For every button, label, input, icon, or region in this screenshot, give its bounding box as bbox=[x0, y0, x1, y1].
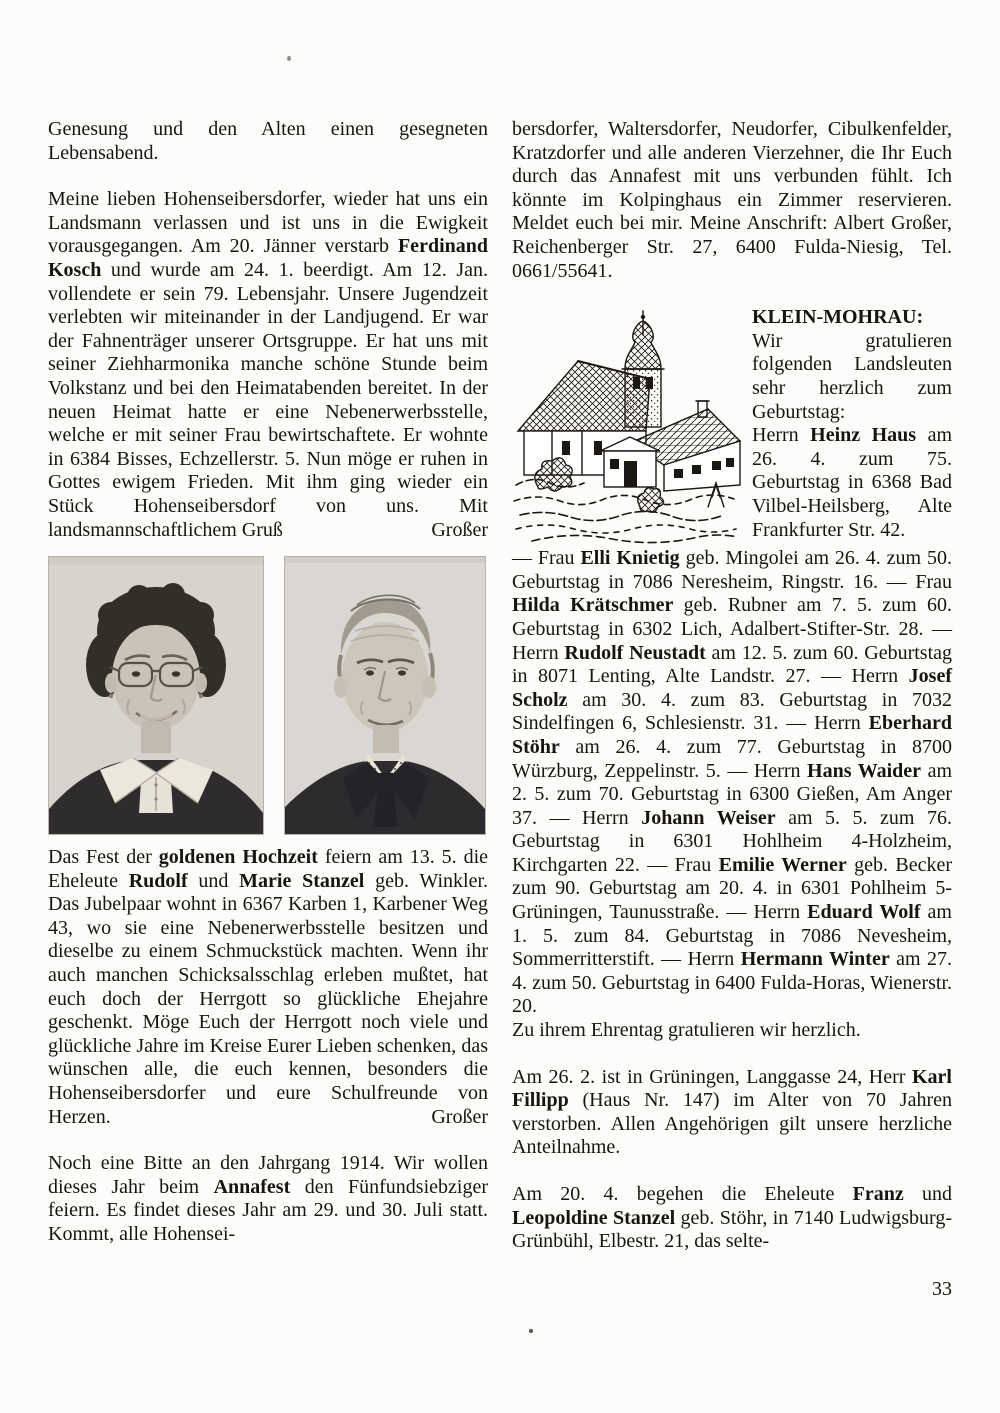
closing-blessing-paragraph bbox=[48, 118, 488, 165]
ink-speck bbox=[529, 1329, 533, 1333]
obituary-fillipp-paragraph bbox=[512, 1066, 952, 1160]
klein-mohrau-intro: Wir gratulieren folgenden Landsleuten sehr herzlich zum Geburtstag: bbox=[752, 329, 952, 423]
portrait-photo-man bbox=[284, 556, 486, 835]
left-column bbox=[48, 118, 488, 1247]
anniversary-stanzel-paragraph bbox=[512, 1183, 952, 1254]
birthday-list: — Frau Elli Knietig geb. Mingolei am 26. 4. zum 50. Geburtstag in 7086 Neresheim, Ringstr. 16. — Frau Hilda Krätschmer geb. Rubner am 7. 5. zum 60. Geburtstag in 6302 Lich, Adalbert-Stifter-Str. 28. — Herrn Rudolf Neustadt am 12. 5. zum 60. Geburtstag in 8071 Lenting, Alte Landstr. 27. — Herrn Josef Scholz am 30. 4. zum 83. Geburtstag in 7032 Sindelfingen 6, Schlesienstr. 31. — Herrn Eberhard Stöhr am 26. 4. zum 77. Geburtstag in 8700 Würzburg, Zeppelinstr. 5. — Herrn Hans Waider am 2. 5. zum 70. Geburtstag in 6300 Gießen, Am Anger 37. — Herrn Johann Weiser am 5. 5. zum 76. Geburtstag in 6301 Hohlheim 4-Holzheim, Kirchgarten 22. — Frau Emilie Werner geb. Becker zum 90. Geburtstag am 20. 4. in 6301 Pohlheim 5-Grüningen, Taunusstraße. — Herrn Eduard Wolf am 1. 5. zum 84. Geburtstag in 7086 Nevesheim, Sommerritterstift. — Herrn Hermann Winter am 27. 4. zum 50. Geburtstag in 6400 Fulda-Horas, Wienerstr. 20. bbox=[512, 547, 953, 1018]
right-column bbox=[512, 118, 952, 1301]
obituary-kosch-paragraph bbox=[48, 188, 488, 542]
signature: Großer bbox=[431, 1105, 488, 1128]
portrait-photo-woman bbox=[48, 556, 264, 835]
page-number: 33 bbox=[932, 1277, 952, 1300]
signature: Großer bbox=[431, 518, 488, 541]
portrait-photos-row bbox=[48, 556, 488, 835]
paragraph-text: Am 20. 4. begehen die Eheleute Franz und Leopoldine Stanzel geb. Stöhr, in 7140 Ludwigsburg-Grünbühl, Elbestr. 21, das selte- bbox=[512, 1183, 953, 1253]
klein-mohrau-first-entry: Herrn Heinz Haus am 26. 4. zum 75. Geburtstag in 6368 Bad Vilbel-Heilsberg, Alte Frankfurter Str. 42. bbox=[752, 424, 953, 541]
paragraph-text: Genesung und den Alten einen gesegneten Lebensabend. bbox=[48, 118, 488, 164]
golden-wedding-paragraph bbox=[48, 846, 488, 1129]
church-illustration bbox=[512, 309, 742, 545]
paragraph-text: Meine lieben Hohenseibersdorfer, wieder hat uns ein Landsmann verlassen und ist uns in die Ewigkeit vorausgegangen. Am 20. Jänner verstarb Ferdinand Kosch und wurde am 24. 1. beerdigt. Am 12. Jan. vollendete er sein 79. Lebensjahr. Unsere Jugendzeit verlebten wir miteinander in der Landjugend. Er war der Fahnenträger unserer Ortsgruppe. Er hat uns mit seiner Ziehharmonika manche schöne Stunde beim Volkstanz und bei den Heimatabenden bereitet. In der neuen Heimat hatte er eine Nebenerwerbsstelle, welche er mit seiner Frau bewirtschaftete. Er wohnte in 6384 Bisses, Echzellerstr. 5. Nun möge er ruhen in Gottes ewigem Frieden. Mit ihm ging wieder ein Stück Hohenseibersdorf von uns. Mit landsmannschaftlichem Gruß bbox=[48, 188, 488, 541]
paragraph-text: bersdorfer, Waltersdorfer, Neudorfer, Cibulkenfelder, Kratzdorfer und alle anderen Vierzehner, die Ihr Euch durch das Annafest mit uns verbunden fühlt. Ich könnte im Kolpinghaus ein Zimmer reservieren. Meldet euch bei mir. Meine Anschrift: Albert Großer, Reichenberger Str. 27, 6400 Fulda-Niesig, Tel. 0661/55641. bbox=[512, 118, 952, 282]
paragraph-text: Das Fest der goldenen Hochzeit feiern am 13. 5. die Eheleute Rudolf und Marie Stanzel geb. Winkler. Das Jubelpaar wohnt in 6367 Karben 1, Karbener Weg 43, wo sie eine Nebenerwerbsstelle besitzen und dieselbe zu einem Schmuckstück machten. Wenn ihr auch manchen Schicksalsschlag erleben mußtet, hat euch doch der Herrgott so glückliche Ehejahre geschenkt. Möge Euch der Herrgott noch viele und glückliche Jahre im Kreise Eurer Lieben schenken, das wünschen alle, die euch kennen, besonders die Hohenseibersdorfer und eure Schulfreunde von Herzen. bbox=[48, 846, 489, 1128]
ink-speck bbox=[287, 56, 291, 61]
annafest-continued-paragraph bbox=[512, 118, 952, 283]
paragraph-text: Noch eine Bitte an den Jahrgang 1914. Wir wollen dieses Jahr beim Annafest den Fünfundsiebziger feiern. Es findet dieses Jahr am 29. und 30. Juli statt. Kommt, alle Hohensei- bbox=[48, 1152, 488, 1245]
annafest-notice-paragraph bbox=[48, 1152, 488, 1246]
klein-mohrau-heading: KLEIN-MOHRAU: bbox=[752, 306, 924, 329]
birthday-closing-line: Zu ihrem Ehrentag gratulieren wir herzlich. bbox=[512, 1019, 861, 1042]
paragraph-text: Am 26. 2. ist in Grüningen, Langgasse 24, Herr Karl Fillipp (Haus Nr. 147) im Alter von 70 Jahren verstorben. Allen Angehörigen gilt unsere herzliche Anteilnahme. bbox=[512, 1065, 952, 1159]
klein-mohrau-section bbox=[512, 306, 952, 1042]
